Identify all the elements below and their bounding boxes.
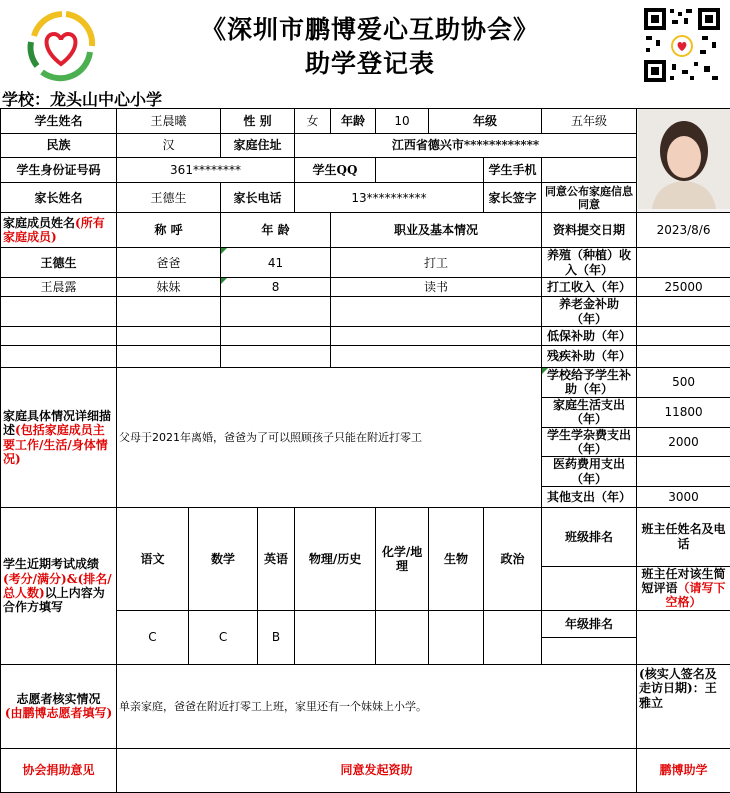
grade-rank-label: 年级排名: [542, 610, 637, 637]
score-value[interactable]: B: [258, 610, 295, 664]
student-name-label: 学生姓名: [1, 109, 117, 134]
family-header-note: (所有家庭成员): [3, 216, 105, 245]
subject-header: 英语: [258, 508, 295, 611]
school-name: 龙头山中心小学: [50, 90, 163, 109]
member-name[interactable]: [1, 297, 117, 327]
score-value[interactable]: C: [189, 610, 258, 664]
finance-label: 养老金补助（年）: [542, 297, 637, 327]
situation-label: [1, 367, 117, 507]
volunteer-text[interactable]: 单亲家庭，爸爸在附近打零工上班，家里还有一个妹妹上小学。: [117, 664, 637, 748]
registration-form: [0, 108, 730, 793]
class-rank-value[interactable]: [542, 566, 637, 610]
age-value[interactable]: 10: [376, 109, 429, 134]
finance-label: 打工收入（年）: [542, 278, 637, 297]
finance-value[interactable]: 11800: [637, 397, 730, 427]
score-value[interactable]: [484, 610, 542, 664]
student-photo: [637, 109, 730, 213]
exam-label-main: 学生近期考试成绩: [3, 557, 100, 572]
qq-label: 学生QQ: [295, 157, 376, 182]
id-label: 学生身份证号码: [1, 157, 117, 182]
consent-text[interactable]: 同意公布家庭信息同意: [542, 183, 637, 213]
member-relation[interactable]: [117, 326, 221, 345]
comment-label-note: （请写下空格）: [665, 581, 726, 610]
ethnic-label: 民族: [1, 134, 117, 157]
finance-value[interactable]: 2000: [637, 427, 730, 457]
member-name[interactable]: 王德生: [1, 248, 117, 278]
class-rank-label: 班级排名: [542, 508, 637, 567]
family-header: [1, 213, 117, 248]
member-relation[interactable]: 爸爸: [117, 248, 221, 278]
finance-value[interactable]: 25000: [637, 278, 730, 297]
score-value[interactable]: [376, 610, 429, 664]
member-job[interactable]: 读书: [331, 278, 542, 297]
member-age[interactable]: [221, 297, 331, 327]
opinion-label: 协会捐助意见: [1, 748, 117, 792]
relation-header: 称 呼: [117, 213, 221, 248]
parent-phone[interactable]: 13**********: [295, 183, 484, 213]
finance-label: 残疾补助（年）: [542, 345, 637, 367]
score-value[interactable]: [429, 610, 484, 664]
finance-label: 低保补助（年）: [542, 326, 637, 345]
verifier-text[interactable]: (核实人签名及走访日期)：王雅立: [637, 664, 730, 748]
member-name[interactable]: 王晨露: [1, 278, 117, 297]
member-relation[interactable]: [117, 297, 221, 327]
member-age[interactable]: [221, 345, 331, 367]
member-name[interactable]: [1, 345, 117, 367]
volunteer-label: [1, 664, 117, 748]
teacher-label: 班主任姓名及电话: [637, 508, 730, 567]
comment-label: [637, 566, 730, 610]
title-line-2: 助学登记表: [304, 49, 435, 78]
age-header: 年 龄: [221, 213, 331, 248]
parent-name[interactable]: 王德生: [117, 183, 221, 213]
finance-value[interactable]: 3000: [637, 487, 730, 508]
member-name[interactable]: [1, 326, 117, 345]
gender-value[interactable]: 女: [295, 109, 331, 134]
finance-value[interactable]: [637, 297, 730, 327]
org-name: 鹏博助学: [637, 748, 730, 792]
title-line-1: 《深圳市鹏博爱心互助协会》: [200, 15, 539, 44]
subject-header: 化学/地理: [376, 508, 429, 611]
finance-value[interactable]: 500: [637, 367, 730, 397]
id-value[interactable]: 361********: [117, 157, 295, 182]
volunteer-label-note: (由鹏博志愿者填写): [4, 706, 113, 721]
school-line: [2, 87, 162, 110]
subject-header: 政治: [484, 508, 542, 611]
exam-label-note: (考分/满分)&(排名/总人数): [3, 571, 112, 600]
finance-value[interactable]: [637, 326, 730, 345]
score-value[interactable]: [295, 610, 376, 664]
finance-value[interactable]: [637, 457, 730, 487]
comment-label-main: 班主任对该生简短评语: [641, 566, 726, 596]
exam-label-tail: 以上内容为合作方填写: [3, 585, 105, 615]
finance-label: 学生学杂费支出（年）: [542, 427, 637, 457]
member-relation[interactable]: 妹妹: [117, 278, 221, 297]
qr-code-icon: [642, 6, 722, 84]
finance-label: 养殖（种植）收入（年）: [542, 248, 637, 278]
finance-label: 其他支出（年）: [542, 487, 637, 508]
phone-label: 学生手机: [484, 157, 542, 182]
finance-label: 医药费用支出（年）: [542, 457, 637, 487]
submit-date[interactable]: 2023/8/6: [637, 213, 730, 248]
member-job[interactable]: [331, 326, 542, 345]
grade-value[interactable]: 五年级: [542, 109, 637, 134]
school-label: 学校：: [2, 90, 51, 109]
parent-sign-label: 家长签字: [484, 183, 542, 213]
address-label: 家庭住址: [221, 134, 295, 157]
ethnic-value[interactable]: 汉: [117, 134, 221, 157]
parent-phone-label: 家长电话: [221, 183, 295, 213]
address-value[interactable]: 江西省德兴市************: [295, 134, 637, 157]
family-header-main: 家庭成员姓名: [3, 216, 76, 230]
subject-header: 物理/历史: [295, 508, 376, 611]
association-logo: [22, 6, 100, 84]
situation-label-main: 家庭具体情况详细描述: [3, 408, 112, 438]
gender-label: 性 别: [221, 109, 295, 134]
situation-text[interactable]: 父母于2021年离婚，爸爸为了可以照顾孩子只能在附近打零工: [117, 367, 542, 507]
grade-rank-value[interactable]: [542, 637, 637, 664]
comment-value[interactable]: [637, 610, 730, 664]
qq-value[interactable]: [376, 157, 484, 182]
subject-header: 语文: [117, 508, 189, 611]
member-job[interactable]: [331, 297, 542, 327]
finance-value[interactable]: [637, 248, 730, 278]
member-age[interactable]: 41: [221, 248, 331, 278]
age-label: 年龄: [331, 109, 376, 134]
student-photo-icon: [638, 109, 730, 209]
opinion-value[interactable]: 同意发起资助: [117, 748, 637, 792]
score-value[interactable]: C: [117, 610, 189, 664]
heart-logo-icon: [22, 6, 100, 84]
finance-value[interactable]: [637, 345, 730, 367]
subject-header: 数学: [189, 508, 258, 611]
member-job[interactable]: 打工: [331, 248, 542, 278]
finance-label: 家庭生活支出（年）: [542, 397, 637, 427]
finance-label: 学校给予学生补助（年）: [542, 367, 637, 397]
exam-label: [1, 508, 117, 665]
parent-name-label: 家长姓名: [1, 183, 117, 213]
phone-value[interactable]: [542, 157, 637, 182]
grade-label: 年级: [429, 109, 542, 134]
volunteer-label-main: 志愿者核实情况: [16, 691, 101, 706]
situation-label-note: (包括家庭成员主要工作/生活/身体情况): [3, 423, 108, 466]
subject-header: 生物: [429, 508, 484, 611]
student-name[interactable]: 王晨曦: [117, 109, 221, 134]
job-header: 职业及基本情况: [331, 213, 542, 248]
member-job[interactable]: [331, 345, 542, 367]
qr-code: [642, 6, 722, 84]
member-age[interactable]: 8: [221, 278, 331, 297]
member-relation[interactable]: [117, 345, 221, 367]
member-age[interactable]: [221, 326, 331, 345]
submit-date-label: 资料提交日期: [542, 213, 637, 248]
